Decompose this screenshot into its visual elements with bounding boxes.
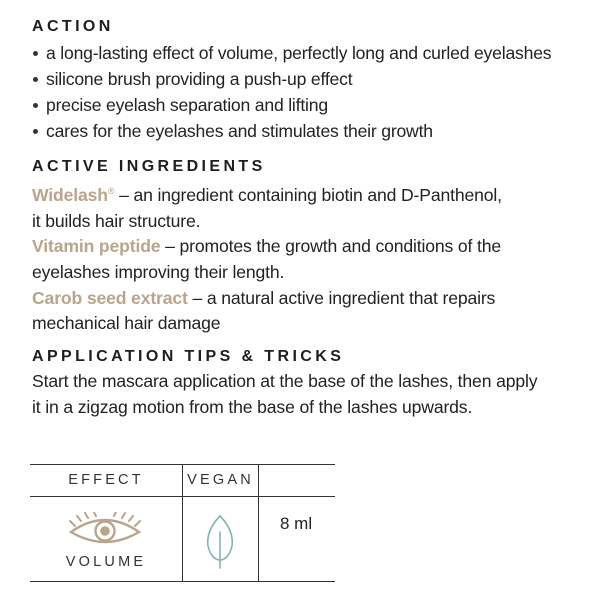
ingredient-vitamin-peptide: Vitamin peptide – promotes the growth and conditions of the eyelashes improving their length. — [32, 236, 502, 282]
bullet-icon — [33, 129, 38, 134]
list-item: a long-lasting effect of volume, perfectly long and curled eyelashes — [32, 40, 607, 66]
effect-label: EFFECT — [68, 472, 144, 488]
ingredient-widelash: Widelash® – an ingredient containing biotin and D-Panthenol, it builds hair structure. — [32, 184, 502, 231]
vegan-label: VEGAN — [187, 472, 254, 488]
bullet-icon — [33, 51, 38, 56]
ingredients-section — [32, 157, 607, 337]
registered-mark: ® — [107, 186, 115, 196]
ingredient-name: Widelash — [32, 184, 108, 205]
ingredient-carob-seed: Carob seed extract – a natural active ingredient that repairs mechanical hair damage — [32, 287, 496, 334]
ingredients-heading: ACTIVE INGREDIENTS — [32, 158, 266, 175]
action-section — [32, 17, 607, 144]
tips-heading: APPLICATION TIPS & TRICKS — [32, 348, 345, 365]
leaf-icon — [204, 514, 236, 570]
action-heading: ACTION — [32, 18, 114, 35]
list-item: silicone brush providing a push-up effect — [32, 66, 607, 92]
tips-text: Start the mascara application at the base of the lashes, then apply it in a zigzag motion from the base of the lashes upwards. — [32, 371, 538, 417]
ingredient-name: Carob seed extract — [32, 287, 188, 308]
product-info-table — [30, 464, 335, 582]
list-item: precise eyelash separation and lifting — [32, 92, 607, 118]
volume-label: VOLUME — [65, 554, 147, 570]
product-size: 8 ml — [280, 514, 313, 533]
eye-icon — [67, 512, 143, 552]
action-list — [32, 40, 607, 144]
table-divider — [258, 464, 259, 582]
list-item: cares for the eyelashes and stimulates their growth — [32, 118, 607, 144]
ingredient-name: Vitamin peptide — [32, 236, 161, 257]
tips-section — [32, 347, 607, 420]
bullet-icon — [33, 77, 38, 82]
bullet-icon — [33, 103, 38, 108]
